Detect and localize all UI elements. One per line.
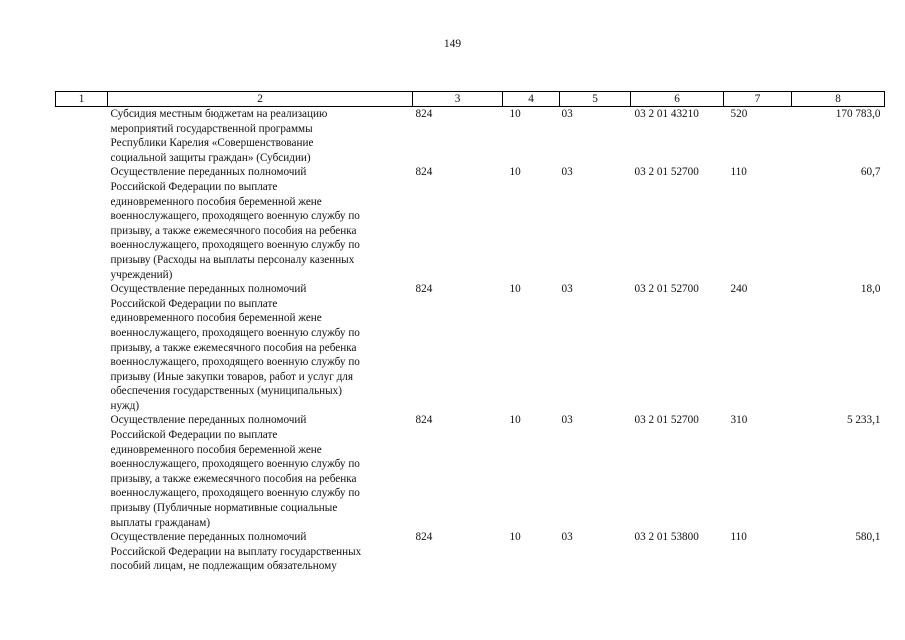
target-article-cell: 03 2 01 52700 — [634, 414, 699, 427]
table-row — [56, 413, 885, 530]
expense-type-cell: 110 — [730, 166, 747, 179]
expense-type-cell: 520 — [730, 108, 748, 120]
table-row — [56, 165, 885, 282]
subsection-code-cell: 03 — [561, 531, 573, 544]
column-header: 8 — [792, 92, 885, 107]
ministry-code-cell: 824 — [415, 108, 433, 120]
description-line: единовременного пособия беременной жене — [110, 195, 322, 208]
description-cell — [108, 413, 413, 530]
description-line: военнослужащего, проходящего военную службу по — [110, 487, 360, 500]
description-line: единовременного пособия беременной жене — [110, 312, 322, 325]
row-number-cell — [56, 413, 108, 530]
budget-table — [55, 91, 885, 574]
description-line: военнослужащего, проходящего военную службу по — [110, 326, 360, 339]
description-line: Осуществление переданных полномочий — [110, 531, 307, 544]
description-line: Осуществление переданных полномочий — [110, 166, 307, 179]
column-header: 1 — [56, 92, 108, 107]
description-line: военнослужащего, проходящего военную службу по — [110, 458, 360, 471]
amount-cell: 170 783,0 — [835, 108, 881, 120]
column-header: 5 — [560, 92, 631, 107]
amount-cell: 580,1 — [855, 531, 881, 544]
subsection-code-cell: 03 — [561, 414, 573, 427]
description-cell — [108, 107, 413, 166]
table-row — [56, 530, 885, 574]
description-line: Республики Карелия «Совершенствование — [110, 137, 314, 150]
description-cell — [108, 530, 413, 574]
amount-cell: 5 233,1 — [846, 414, 881, 427]
description-line: обеспечения государственных (муниципальных) — [110, 385, 342, 398]
ministry-code-cell: 824 — [415, 166, 433, 179]
description-cell — [108, 165, 413, 282]
column-header: 7 — [724, 92, 792, 107]
target-article-cell: 03 2 01 43210 — [634, 108, 699, 120]
description-line: Осуществление переданных полномочий — [110, 414, 307, 427]
ministry-code-cell: 824 — [415, 414, 433, 427]
expense-type-cell: 110 — [730, 531, 747, 544]
section-code-cell: 10 — [509, 414, 521, 427]
description-line: военнослужащего, проходящего военную службу по — [110, 356, 360, 369]
table-row — [56, 107, 885, 166]
amount-cell: 18,0 — [860, 283, 881, 296]
expense-type-cell: 310 — [730, 414, 748, 427]
row-number-cell — [56, 282, 108, 413]
section-code-cell: 10 — [509, 166, 521, 179]
description-line: Российской Федерации по выплате — [110, 297, 278, 310]
description-line: учреждений) — [110, 268, 173, 281]
expense-type-cell: 240 — [730, 283, 748, 296]
description-line: призыву (Иные закупки товаров, работ и услуг для — [110, 370, 354, 383]
description-line: Российской Федерации по выплате — [110, 180, 278, 193]
target-article-cell: 03 2 01 53800 — [634, 531, 699, 544]
subsection-code-cell: 03 — [561, 108, 573, 120]
description-line: единовременного пособия беременной жене — [110, 443, 322, 456]
description-line: Субсидия местным бюджетам на реализацию — [110, 108, 328, 120]
row-number-cell — [56, 107, 108, 166]
ministry-code-cell: 824 — [415, 531, 433, 544]
column-header: 4 — [503, 92, 560, 107]
description-line: военнослужащего, проходящего военную службу по — [110, 239, 360, 252]
description-line: социальной защиты граждан» (Субсидии) — [110, 151, 311, 164]
section-code-cell: 10 — [509, 531, 521, 544]
row-number-cell — [56, 165, 108, 282]
description-line: Российской Федерации по выплате — [110, 429, 278, 442]
column-header: 2 — [108, 92, 413, 107]
description-line: призыву, а также ежемесячного пособия на ребенка — [110, 341, 357, 354]
description-line: Российской Федерации на выплату государственных — [110, 545, 362, 558]
column-number-row — [56, 92, 885, 107]
description-line: призыву, а также ежемесячного пособия на ребенка — [110, 472, 357, 485]
description-line: Осуществление переданных полномочий — [110, 283, 307, 296]
description-line: призыву (Публичные нормативные социальные — [110, 502, 338, 515]
description-line: призыву, а также ежемесячного пособия на ребенка — [110, 224, 357, 237]
description-line: военнослужащего, проходящего военную службу по — [110, 210, 360, 223]
section-code-cell: 10 — [509, 108, 521, 120]
subsection-code-cell: 03 — [561, 166, 573, 179]
description-cell — [108, 282, 413, 413]
ministry-code-cell: 824 — [415, 283, 433, 296]
column-header: 6 — [631, 92, 724, 107]
target-article-cell: 03 2 01 52700 — [634, 166, 699, 179]
description-line: пособий лицам, не подлежащим обязательному — [110, 560, 337, 573]
description-line: выплаты гражданам) — [110, 516, 211, 529]
row-number-cell — [56, 530, 108, 574]
column-header: 3 — [413, 92, 503, 107]
page-number: 149 — [443, 38, 462, 50]
subsection-code-cell: 03 — [561, 283, 573, 296]
description-line: мероприятий государственной программы — [110, 122, 313, 135]
description-line: нужд) — [110, 399, 140, 412]
target-article-cell: 03 2 01 52700 — [634, 283, 699, 296]
section-code-cell: 10 — [509, 283, 521, 296]
description-line: призыву (Расходы на выплаты персоналу казенных — [110, 253, 355, 266]
amount-cell: 60,7 — [860, 166, 881, 179]
table-row — [56, 282, 885, 413]
